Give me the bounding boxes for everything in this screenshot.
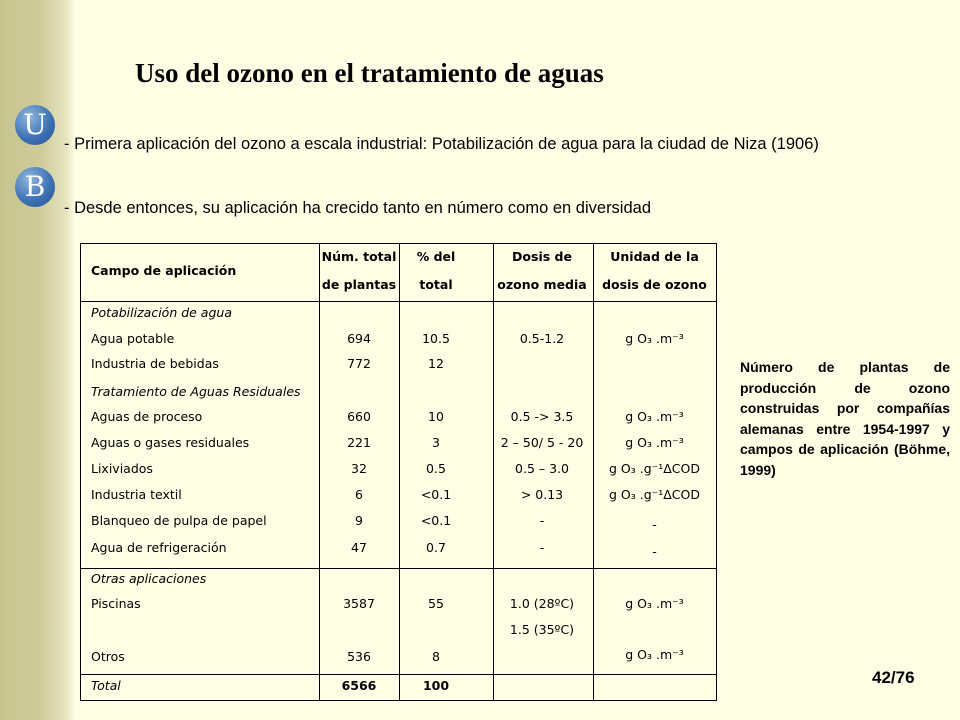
cell-percent: 55 xyxy=(428,596,444,611)
bullet-2: - Desde entonces, su aplicación ha crecido tanto en número como en diversidad xyxy=(64,199,652,217)
header-unit-line1: Unidad de la xyxy=(610,249,699,264)
cell-unit: g O₃ .m⁻³ xyxy=(625,435,684,450)
section-row xyxy=(81,300,716,326)
cell-plants: 6 xyxy=(355,487,363,502)
cell-field: Blanqueo de pulpa de papel xyxy=(91,513,267,528)
table-row xyxy=(81,644,716,670)
cell-dose: 2 – 50/ 5 - 20 xyxy=(500,435,584,450)
cell-plants: 9 xyxy=(355,513,363,528)
cell-percent: 10.5 xyxy=(422,331,450,346)
section-label: Otras aplicaciones xyxy=(91,571,207,586)
cell-field: Industria de bebidas xyxy=(91,356,219,371)
cell-field: Piscinas xyxy=(91,596,141,611)
cell-percent: 10 xyxy=(428,409,444,424)
cell-dose: 1.5 (35ºC) xyxy=(509,622,575,637)
cell-unit: g O₃ .m⁻³ xyxy=(625,409,684,424)
cell-field: Agua potable xyxy=(91,331,175,346)
cell-plants: 32 xyxy=(351,461,367,476)
cell-dose: 0.5-1.2 xyxy=(519,331,565,346)
logo-b-icon xyxy=(15,167,55,207)
table-row xyxy=(81,404,716,430)
table-row xyxy=(81,482,716,508)
cell-dose: - xyxy=(539,513,545,528)
table-row xyxy=(81,326,716,352)
cell-plants: 660 xyxy=(347,409,371,424)
table-header-row-2 xyxy=(81,272,716,298)
cell-plants: 536 xyxy=(347,649,371,664)
cell-unit: g O₃ .m⁻³ xyxy=(625,331,684,346)
header-dose-line2: ozono media xyxy=(497,277,587,292)
cell-unit: - xyxy=(652,544,657,559)
sidebar-band xyxy=(0,0,76,720)
cell-total-plants: 6566 xyxy=(341,678,377,693)
cell-dose: 0.5 -> 3.5 xyxy=(510,409,574,424)
header-percent-line1: % del xyxy=(416,249,456,264)
cell-field: Lixiviados xyxy=(91,461,153,476)
table-row xyxy=(81,456,716,482)
cell-plants: 47 xyxy=(351,540,367,555)
section-row xyxy=(81,566,716,592)
header-field: Campo de aplicación xyxy=(91,263,237,278)
cell-plants: 694 xyxy=(347,331,371,346)
cell-percent: 12 xyxy=(428,356,444,371)
logo-letter-u: U xyxy=(23,108,47,141)
cell-field: Aguas de proceso xyxy=(91,409,203,424)
cell-dose: - xyxy=(539,540,545,555)
ozone-applications-table xyxy=(80,243,717,701)
section-label: Tratamiento de Aguas Residuales xyxy=(91,384,301,399)
cell-unit: g O₃ .g⁻¹ΔCOD xyxy=(609,487,700,502)
table-row xyxy=(81,591,716,617)
table-total-row xyxy=(81,673,716,699)
header-percent-line2: total xyxy=(419,277,453,292)
cell-percent: <0.1 xyxy=(420,513,452,528)
cell-plants: 772 xyxy=(347,356,371,371)
cell-unit: g O₃ .m⁻³ xyxy=(625,647,684,662)
cell-total-percent: 100 xyxy=(422,678,450,693)
cell-percent: 0.5 xyxy=(426,461,446,476)
cell-percent: <0.1 xyxy=(420,487,452,502)
cell-total-label: Total xyxy=(91,678,121,693)
cell-unit: g O₃ .m⁻³ xyxy=(625,596,684,611)
table-row xyxy=(81,508,716,534)
table-row xyxy=(81,351,716,377)
cell-dose: > 0.13 xyxy=(520,487,564,502)
header-unit-line2: dosis de ozono xyxy=(602,277,707,292)
cell-dose: 0.5 – 3.0 xyxy=(515,461,569,476)
cell-field: Otros xyxy=(91,649,125,664)
cell-field: Aguas o gases residuales xyxy=(91,435,250,450)
page-number: 42/76 xyxy=(872,668,915,687)
header-dose-line1: Dosis de xyxy=(512,249,572,264)
cell-percent: 8 xyxy=(432,649,440,664)
cell-percent: 0.7 xyxy=(426,540,446,555)
bullet-1: - Primera aplicación del ozono a escala industrial: Potabilización de agua para la ciudad de Niza (1906) xyxy=(64,135,819,153)
cell-field: Agua de refrigeración xyxy=(91,540,227,555)
cell-dose: 1.0 (28ºC) xyxy=(509,596,575,611)
header-plants-line1: Núm. total xyxy=(321,249,397,264)
table-row xyxy=(81,617,716,643)
logo-letter-b: B xyxy=(24,170,46,203)
cell-field: Industria textil xyxy=(91,487,182,502)
table-caption: Número de plantas de producción de ozono construidas por compañías alemanas entre 1954-1997 y campos de aplicación (Böhme, 1999) xyxy=(740,359,950,478)
cell-plants: 221 xyxy=(347,435,371,450)
section-label: Potabilización de agua xyxy=(91,305,232,320)
logo-u-icon xyxy=(15,105,55,145)
header-plants-line2: de plantas xyxy=(321,277,397,292)
table-row xyxy=(81,535,716,561)
cell-percent: 3 xyxy=(432,435,440,450)
table-row xyxy=(81,430,716,456)
cell-plants: 3587 xyxy=(343,596,375,611)
section-row xyxy=(81,379,716,405)
cell-unit: g O₃ .g⁻¹ΔCOD xyxy=(609,461,700,476)
page-title: Uso del ozono en el tratamiento de aguas xyxy=(135,58,604,88)
cell-unit: - xyxy=(652,517,657,532)
